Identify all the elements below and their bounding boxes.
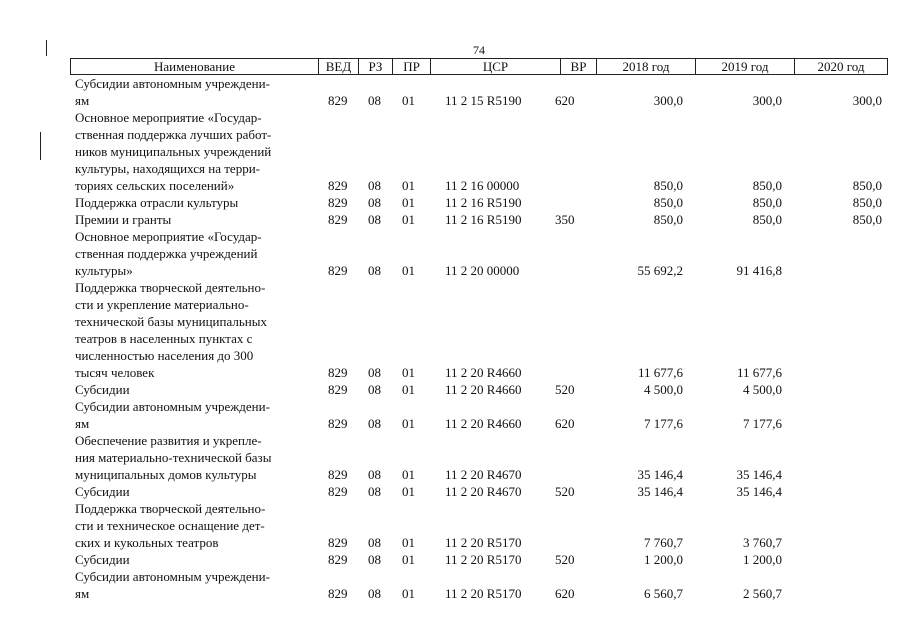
row-rz: 08	[368, 365, 381, 380]
row-name-line: культуры»	[75, 263, 133, 278]
row-name-line: Основное мероприятие «Государ-	[75, 110, 262, 125]
row-2019: 35 146,4	[736, 467, 782, 482]
row-pr: 01	[402, 416, 415, 431]
row-pr: 01	[402, 484, 415, 499]
row-name-line: Поддержка творческой деятельно-	[75, 501, 266, 516]
row-csr: 11 2 16 R5190	[445, 195, 522, 210]
row-csr: 11 2 16 00000	[445, 178, 520, 193]
row-name-line: Субсидии автономным учреждени-	[75, 76, 270, 91]
row-2019: 1 200,0	[743, 552, 782, 567]
row-2020: 850,0	[852, 212, 882, 227]
row-vr: 350	[555, 212, 575, 227]
row-ved: 829	[328, 195, 348, 210]
row-2018: 6 560,7	[644, 586, 683, 601]
row-2020: 300,0	[852, 93, 882, 108]
row-pr: 01	[402, 195, 415, 210]
row-rz: 08	[368, 195, 381, 210]
row-rz: 08	[368, 416, 381, 431]
row-rz: 08	[368, 586, 381, 601]
row-name-line: Субсидии	[75, 382, 130, 397]
row-ved: 829	[328, 586, 348, 601]
row-name	[75, 109, 320, 194]
row-ved: 829	[328, 552, 348, 567]
row-name-line: технической базы муниципальных	[75, 314, 267, 329]
row-name-line: Субсидии автономным учреждени-	[75, 569, 270, 584]
row-ved: 829	[328, 535, 348, 550]
row-name-line: численностью населения до 300	[75, 348, 254, 363]
row-pr: 01	[402, 467, 415, 482]
row-csr: 11 2 20 R4670	[445, 484, 522, 499]
row-2019: 850,0	[752, 178, 782, 193]
row-2019: 2 560,7	[743, 586, 782, 601]
row-name-line: Обеспечение развития и укрепле-	[75, 433, 262, 448]
row-csr: 11 2 20 R4670	[445, 467, 522, 482]
row-csr: 11 2 20 R4660	[445, 382, 522, 397]
row-2019: 35 146,4	[736, 484, 782, 499]
row-name-line: культуры, находящихся на терри-	[75, 161, 260, 176]
row-name	[75, 75, 320, 109]
row-name-line: сти и укрепление материально-	[75, 297, 249, 312]
header-2019: 2019 год	[695, 59, 794, 74]
row-name	[75, 381, 320, 398]
row-rz: 08	[368, 212, 381, 227]
row-2018: 4 500,0	[644, 382, 683, 397]
row-name-line: ториях сельских поселений»	[75, 178, 235, 193]
row-2018: 55 692,2	[637, 263, 683, 278]
row-2020: 850,0	[852, 178, 882, 193]
row-2018: 300,0	[653, 93, 683, 108]
row-name-line: Поддержка творческой деятельно-	[75, 280, 266, 295]
row-name	[75, 228, 320, 279]
row-vr: 520	[555, 484, 575, 499]
header-rz: РЗ	[358, 59, 392, 74]
row-rz: 08	[368, 178, 381, 193]
row-2019: 7 177,6	[743, 416, 782, 431]
row-vr: 620	[555, 416, 575, 431]
table-row	[0, 228, 905, 279]
row-pr: 01	[402, 263, 415, 278]
table-row	[0, 194, 905, 211]
row-2019: 850,0	[752, 212, 782, 227]
header-pr: ПР	[392, 59, 430, 74]
row-csr: 11 2 20 R5170	[445, 552, 522, 567]
row-name	[75, 551, 320, 568]
row-csr: 11 2 20 R4660	[445, 416, 522, 431]
row-2018: 35 146,4	[637, 484, 683, 499]
row-ved: 829	[328, 365, 348, 380]
table-row	[0, 381, 905, 398]
row-name	[75, 432, 320, 483]
row-name	[75, 568, 320, 602]
row-vr: 520	[555, 382, 575, 397]
row-2018: 35 146,4	[637, 467, 683, 482]
page-number: 74	[473, 43, 485, 57]
row-ved: 829	[328, 484, 348, 499]
row-vr: 620	[555, 586, 575, 601]
row-ved: 829	[328, 416, 348, 431]
row-name-line: сти и техническое оснащение дет-	[75, 518, 265, 533]
row-name-line: Поддержка отрасли культуры	[75, 195, 239, 210]
row-name-line: ников муниципальных учреждений	[75, 144, 272, 159]
table-header	[70, 58, 888, 75]
row-name-line: ям	[75, 416, 90, 431]
row-2019: 4 500,0	[743, 382, 782, 397]
row-name-line: Субсидии	[75, 484, 130, 499]
row-2019: 91 416,8	[736, 263, 782, 278]
table-body	[0, 75, 905, 602]
row-ved: 829	[328, 93, 348, 108]
row-name-line: муниципальных домов культуры	[75, 467, 257, 482]
row-name	[75, 398, 320, 432]
row-2018: 850,0	[653, 212, 683, 227]
table-row	[0, 109, 905, 194]
row-ved: 829	[328, 467, 348, 482]
row-2018: 850,0	[653, 195, 683, 210]
table-row	[0, 500, 905, 551]
row-csr: 11 2 16 R5190	[445, 212, 522, 227]
table-row	[0, 398, 905, 432]
row-name	[75, 483, 320, 500]
row-csr: 11 2 20 00000	[445, 263, 520, 278]
row-name	[75, 500, 320, 551]
row-csr: 11 2 20 R5170	[445, 535, 522, 550]
row-name-line: ния материально-технической базы	[75, 450, 272, 465]
row-2018: 11 677,6	[637, 365, 683, 380]
row-pr: 01	[402, 535, 415, 550]
header-vr: ВР	[560, 59, 596, 74]
row-2019: 11 677,6	[736, 365, 782, 380]
row-name-line: ских и кукольных театров	[75, 535, 219, 550]
row-pr: 01	[402, 178, 415, 193]
row-name-line: Основное мероприятие «Государ-	[75, 229, 262, 244]
row-rz: 08	[368, 552, 381, 567]
table-row	[0, 483, 905, 500]
row-2018: 7 760,7	[644, 535, 683, 550]
row-rz: 08	[368, 263, 381, 278]
row-pr: 01	[402, 365, 415, 380]
row-ved: 829	[328, 263, 348, 278]
row-vr: 520	[555, 552, 575, 567]
row-rz: 08	[368, 93, 381, 108]
row-vr: 620	[555, 93, 575, 108]
row-name-line: ям	[75, 93, 90, 108]
row-csr: 11 2 20 R5170	[445, 586, 522, 601]
row-name-line: ям	[75, 586, 90, 601]
table-row	[0, 568, 905, 602]
row-ved: 829	[328, 212, 348, 227]
row-name	[75, 194, 320, 211]
row-2018: 850,0	[653, 178, 683, 193]
header-2018: 2018 год	[596, 59, 695, 74]
header-csr: ЦСР	[430, 59, 560, 74]
margin-mark	[46, 40, 47, 56]
row-2020: 850,0	[852, 195, 882, 210]
row-ved: 829	[328, 178, 348, 193]
header-ved: ВЕД	[318, 59, 358, 74]
row-rz: 08	[368, 467, 381, 482]
row-2018: 1 200,0	[644, 552, 683, 567]
row-rz: 08	[368, 535, 381, 550]
row-pr: 01	[402, 212, 415, 227]
row-name	[75, 211, 320, 228]
header-2020: 2020 год	[794, 59, 887, 74]
row-name	[75, 279, 320, 381]
row-name-line: театров в населенных пунктах с	[75, 331, 253, 346]
row-name-line: ственная поддержка учреждений	[75, 246, 258, 261]
row-pr: 01	[402, 586, 415, 601]
row-name-line: Субсидии	[75, 552, 130, 567]
row-csr: 11 2 15 R5190	[445, 93, 522, 108]
header-name: Наименование	[154, 59, 235, 74]
row-2018: 7 177,6	[644, 416, 683, 431]
row-2019: 300,0	[752, 93, 782, 108]
row-csr: 11 2 20 R4660	[445, 365, 522, 380]
row-2019: 3 760,7	[743, 535, 782, 550]
table-row	[0, 279, 905, 381]
row-pr: 01	[402, 382, 415, 397]
row-pr: 01	[402, 93, 415, 108]
row-name-line: ственная поддержка лучших работ-	[75, 127, 272, 142]
row-rz: 08	[368, 382, 381, 397]
row-ved: 829	[328, 382, 348, 397]
table-row	[0, 211, 905, 228]
row-name-line: тысяч человек	[75, 365, 155, 380]
row-rz: 08	[368, 484, 381, 499]
row-pr: 01	[402, 552, 415, 567]
table-row	[0, 432, 905, 483]
row-2019: 850,0	[752, 195, 782, 210]
row-name-line: Субсидии автономным учреждени-	[75, 399, 270, 414]
table-row	[0, 551, 905, 568]
row-name-line: Премии и гранты	[75, 212, 172, 227]
table-row	[0, 75, 905, 109]
